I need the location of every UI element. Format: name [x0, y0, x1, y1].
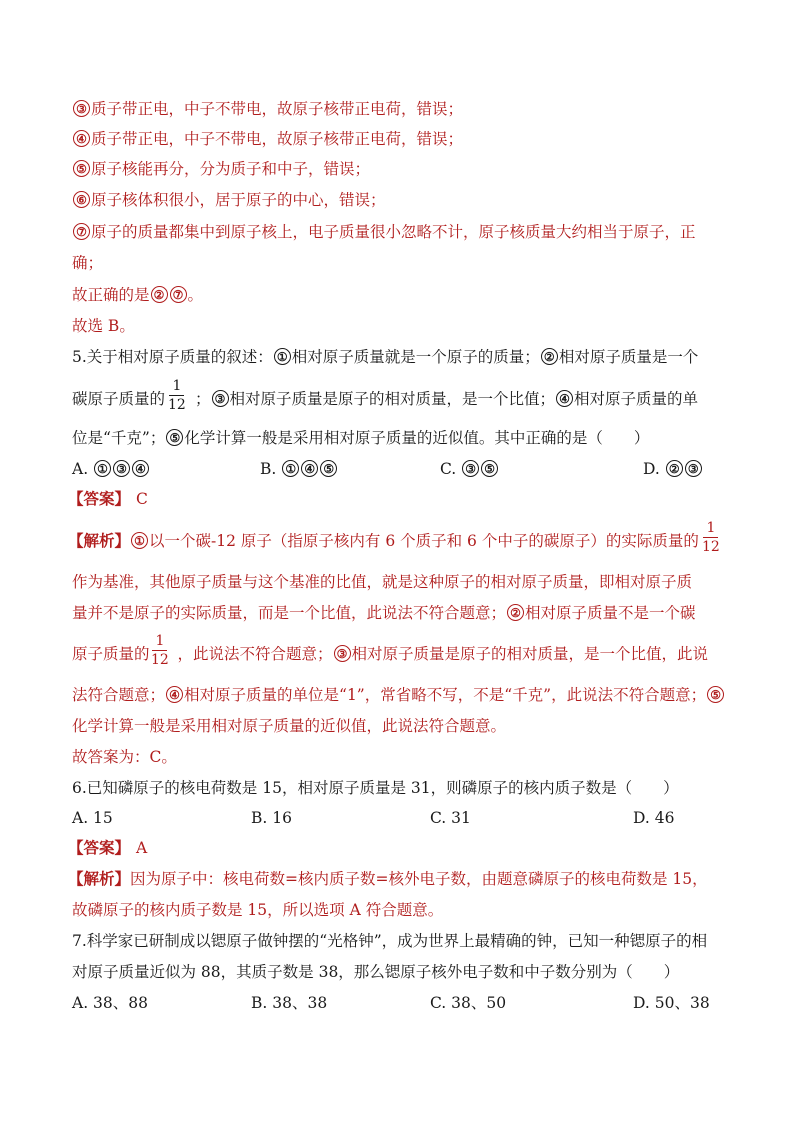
fraction-denominator: 12 — [151, 652, 169, 668]
option-letter: D. — [643, 460, 665, 478]
circled-number: ① — [94, 460, 111, 477]
q6-option-a: A. 15 — [72, 809, 113, 827]
circled-number: ③ — [212, 390, 229, 407]
q5-analysis-line-3 — [72, 603, 696, 623]
fraction-numerator: 1 — [706, 520, 716, 536]
circled-number: ① — [131, 532, 148, 549]
circled-number: ② — [507, 604, 524, 621]
line-text: 故正确的是 — [72, 286, 150, 304]
line-text: 量并不是原子的实际质量，而是一个比值，此说法不符合题意； — [72, 604, 507, 622]
q6-analysis-line-2: 故磷原子的核内质子数是 15，所以选项 A 符合题意。 — [72, 901, 444, 919]
answer-tag: 【答案】 — [68, 489, 131, 508]
circled-number: ② — [151, 286, 168, 303]
line-text: 原子核能再分，分为质子和中子，错误； — [91, 160, 371, 178]
answer-value: A — [136, 839, 148, 857]
q5-option-c — [440, 459, 499, 479]
q5-final-answer: 故答案为：C。 — [72, 748, 177, 766]
line-text: 质子带正电，中子不带电，故原子核带正电荷，错误； — [91, 100, 464, 118]
analysis-line-5 — [72, 159, 370, 179]
selection-summary: 故选 B。 — [72, 317, 135, 335]
line-text: 原子质量的 — [72, 645, 150, 663]
circled-number: ② — [541, 348, 558, 365]
q5-stem-line-1 — [72, 347, 698, 367]
fraction-denominator: 12 — [702, 539, 720, 555]
q5-stem-line-2 — [72, 389, 698, 409]
circled-number: ⑤ — [73, 160, 90, 177]
circled-number: ③ — [73, 100, 90, 117]
answer-tag: 【答案】 — [68, 838, 131, 857]
fraction-bar — [703, 537, 718, 538]
analysis-line-3 — [72, 99, 463, 119]
q7-stem-line-2: 对原子质量近似为 88，其质子数是 38，那么锶原子核外电子数和中子数分别为（ ） — [72, 963, 680, 981]
line-text: 碳原子质量的 — [72, 390, 166, 408]
q5-analysis-line-6: 化学计算一般是采用相对原子质量的近似值，此说法符合题意。 — [72, 717, 507, 735]
analysis-tag: 【解析】 — [68, 869, 131, 888]
fraction-one-twelfth — [702, 520, 720, 555]
line-text: 相对原子质量是一个 — [558, 348, 699, 366]
circled-number: ⑦ — [170, 286, 187, 303]
q7-option-a: A. 38、88 — [72, 994, 148, 1012]
q6-option-b: B. 16 — [251, 809, 292, 827]
line-text: 5.关于相对原子质量的叙述： — [72, 348, 273, 366]
line-text: 原子核体积很小，居于原子的中心，错误； — [91, 191, 386, 209]
analysis-line-continued: 确； — [72, 254, 104, 272]
line-text: 以一个碳-12 原子（指原子核内有 6 个质子和 6 个中子的碳原子）的实际质量的 — [149, 532, 699, 550]
answer-value: C — [136, 490, 148, 508]
q5-option-a — [72, 459, 150, 479]
line-text: 。 — [187, 286, 204, 304]
line-text: ； — [195, 390, 211, 408]
line-text: 相对原子质量的单 — [574, 390, 699, 408]
circled-number: ⑤ — [707, 686, 724, 703]
circled-number: ④ — [556, 390, 573, 407]
q6-option-d: D. 46 — [633, 809, 675, 827]
q6-option-c: C. 31 — [430, 809, 471, 827]
circled-number: ④ — [132, 460, 149, 477]
fraction-bar — [169, 395, 184, 396]
q5-option-d — [643, 459, 703, 479]
line-text: 原子的质量都集中到原子核上，电子质量很小忽略不计，原子核质量大约相当于原子，正 — [91, 223, 696, 241]
q6-answer — [68, 838, 147, 858]
q7-stem-line-1: 7.科学家已研制成以锶原子做钟摆的“光格钟”，成为世界上最精确的钟，已知一种锶原子的相 — [72, 932, 708, 950]
circled-number: ③ — [462, 460, 479, 477]
fraction-bar — [152, 650, 167, 651]
line-text: 位是“千克”； — [72, 429, 166, 447]
q6-stem: 6.已知磷原子的核电荷数是 15，相对原子质量是 31，则磷原子的核内质子数是（ ） — [72, 779, 679, 797]
analysis-tag: 【解析】 — [68, 531, 131, 550]
circled-number: ⑤ — [166, 429, 183, 446]
q5-stem-line-3 — [72, 428, 649, 448]
circled-number: ⑤ — [320, 460, 337, 477]
analysis-line-6 — [72, 190, 386, 210]
line-text: 相对原子质量不是一个碳 — [525, 604, 696, 622]
q7-option-d: D. 50、38 — [633, 994, 710, 1012]
fraction-numerator: 1 — [172, 378, 182, 394]
q5-analysis-line-1 — [68, 531, 699, 551]
line-text: ，此说法不符合题意； — [177, 645, 333, 663]
q7-option-b: B. 38、38 — [251, 994, 328, 1012]
fraction-one-twelfth — [168, 378, 186, 413]
option-letter: A. — [72, 460, 94, 478]
line-text: 相对原子质量是原子的相对质量，是一个比值，此说 — [351, 645, 709, 663]
circled-number: ⑥ — [73, 191, 90, 208]
fraction-numerator: 1 — [155, 633, 165, 649]
circled-number: ③ — [334, 645, 351, 662]
circled-number: ⑤ — [481, 460, 498, 477]
analysis-line-7 — [72, 222, 696, 242]
circled-number: ③ — [685, 460, 702, 477]
circled-number: ④ — [301, 460, 318, 477]
line-text: 质子带正电，中子不带电，故原子核带正电荷，错误； — [91, 130, 464, 148]
option-letter: C. — [440, 460, 462, 478]
q5-option-b — [260, 459, 338, 479]
q5-analysis-line-2: 作为基准，其他原子质量与这个基准的比值，就是这种原子的相对原子质量，即相对原子质 — [72, 573, 693, 591]
q5-analysis-line-5 — [72, 685, 725, 705]
line-text: 化学计算一般是采用相对原子质量的近似值。其中正确的是（ ） — [184, 429, 650, 447]
q5-answer — [68, 489, 148, 509]
circled-number: ① — [282, 460, 299, 477]
analysis-line-4 — [72, 129, 463, 149]
circled-number: ② — [666, 460, 683, 477]
line-text: 因为原子中：核电荷数=核内质子数=核外电子数，由题意磷原子的核电荷数是 15， — [130, 870, 708, 888]
line-text: 相对原子质量是原子的相对质量，是一个比值； — [229, 390, 556, 408]
line-text: 法符合题意； — [72, 686, 166, 704]
fraction-denominator: 12 — [168, 397, 186, 413]
fraction-one-twelfth — [151, 633, 169, 668]
line-text: 相对原子质量的单位是“1”，常省略不写，不是“千克”，此说法不符合题意； — [184, 686, 707, 704]
circled-number: ③ — [113, 460, 130, 477]
q6-analysis-line-1 — [68, 869, 708, 889]
circled-number: ① — [274, 348, 291, 365]
option-letter: B. — [260, 460, 282, 478]
q7-option-c: C. 38、50 — [430, 994, 507, 1012]
circled-number: ⑦ — [73, 223, 90, 240]
circled-number: ④ — [73, 130, 90, 147]
circled-number: ④ — [166, 686, 183, 703]
correct-summary — [72, 285, 203, 305]
line-text: 相对原子质量就是一个原子的质量； — [291, 348, 540, 366]
